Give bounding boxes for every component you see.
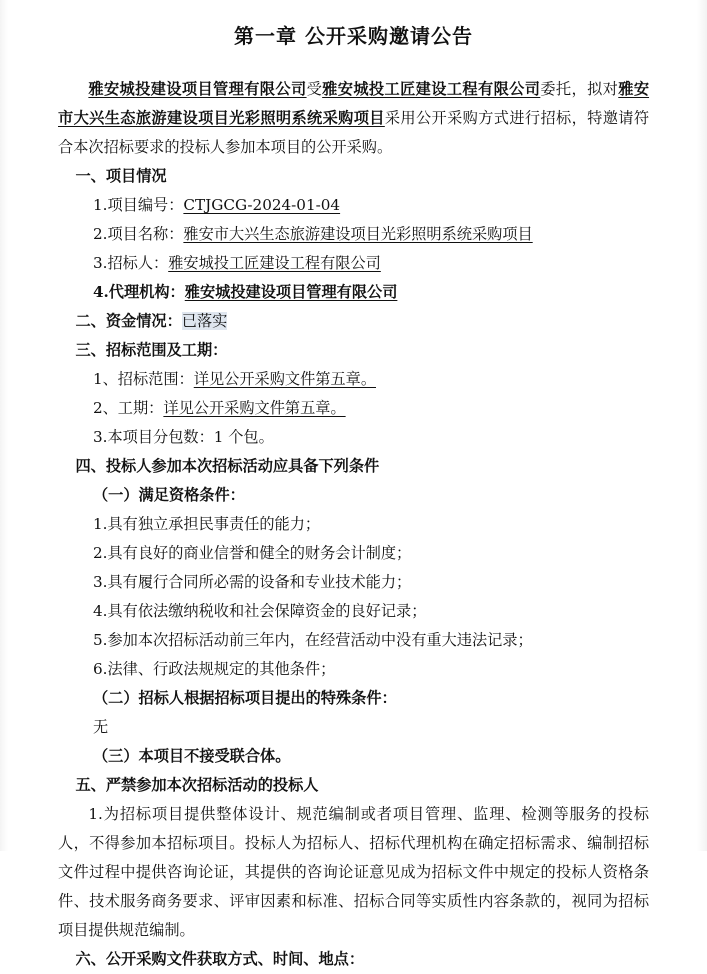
section-4-sub-2-heading: （二）招标人根据招标项目提出的特殊条件： <box>92 689 397 707</box>
section-1-item-2-label: 3.招标人： <box>92 254 169 272</box>
intro-client-name: 雅安城投工匠建设工程有限公司 <box>322 80 541 98</box>
section-1-item-3 <box>58 278 649 307</box>
section-3-item-0 <box>58 365 649 394</box>
section-5-paragraph: 1.为招标项目提供整体设计、规范编制或者项目管理、监理、检测等服务的投标人，不得参加本招标项目。投标人为招标人、招标代理机构在确定招标需求、编制招标文件过程中提供咨询论证，其提供的咨询论证意见成为招标文件中规定的投标人资格条件、技术服务商务要求、评审因素和标准、招标合同等实质性内容条款的，视同为招标项目提供规范编制。 <box>58 805 649 939</box>
intro-text-weituo: 委托， <box>540 80 588 98</box>
section-1-item-0-value: CTJGCG-2024-01-04 <box>183 196 341 214</box>
section-3-item-1 <box>58 394 649 423</box>
section-1-item-2-value: 雅安城投工匠建设工程有限公司 <box>168 254 381 272</box>
section-3-item-2: 3.本项目分包数：1 个包。 <box>92 428 274 446</box>
section-4-sub-3-heading: （三）本项目不接受联合体。 <box>92 747 291 765</box>
document-body <box>58 75 649 974</box>
section-3-item-1-value: 详见公开采购文件第五章。 <box>163 399 346 417</box>
section-2 <box>58 307 649 336</box>
section-4-sub-1-item-5: 6.法律、行政法规规定的其他条件； <box>92 660 336 678</box>
section-4-sub-2-value: 无 <box>92 718 109 736</box>
page-title: 第一章 公开采购邀请公告 <box>234 24 473 48</box>
section-4-sub-1-heading: （一）满足资格条件： <box>92 486 245 504</box>
section-3-item-0-value: 详见公开采购文件第五章。 <box>193 370 376 388</box>
intro-project-name: 雅安市大兴生态旅游建设项目光彩照明系统采购项目 <box>58 80 650 127</box>
section-1-item-3-value: 雅安城投建设项目管理有限公司 <box>184 283 398 301</box>
intro-agency-name: 雅安城投建设项目管理有限公司 <box>88 80 307 98</box>
section-3-heading: 三、招标范围及工期： <box>75 341 228 359</box>
section-1-heading: 一、项目情况 <box>75 167 167 185</box>
section-3-item-0-label: 1、招标范围： <box>92 370 194 388</box>
section-1-item-1-label: 2.项目名称： <box>92 225 184 243</box>
intro-paragraph <box>58 75 649 162</box>
section-4-sub-1-item-1: 2.具有良好的商业信誉和健全的财务会计制度； <box>92 544 412 562</box>
section-4-sub-1-item-0: 1.具有独立承担民事责任的能力； <box>92 515 321 533</box>
section-4-sub-1-item-2: 3.具有履行合同所必需的设备和专业技术能力； <box>92 573 412 591</box>
section-1-item-1 <box>58 220 649 249</box>
section-1-item-1-value: 雅安市大兴生态旅游建设项目光彩照明系统采购项目 <box>183 225 533 243</box>
section-1-item-2 <box>58 249 649 278</box>
section-3-item-1-label: 2、工期： <box>92 399 164 417</box>
intro-text-shou: 受 <box>306 80 323 98</box>
section-5-heading: 五、严禁参加本次招标活动的投标人 <box>75 776 319 794</box>
section-2-heading: 二、资金情况： <box>75 312 182 330</box>
section-6-heading: 六、公开采购文件获取方式、时间、地点： <box>75 950 365 968</box>
intro-text-closing: 行招标，特邀请符合本次招标要求的投标人参加本项目的公开采购。 <box>58 109 649 156</box>
section-4-sub-1-item-4: 5.参加本次招标活动前三年内，在经营活动中没有重大违法记录； <box>92 631 533 649</box>
section-2-value: 已落实 <box>181 312 228 330</box>
intro-text-nidui: 拟对 <box>587 80 619 98</box>
section-1-item-3-label: 4.代理机构： <box>92 283 185 301</box>
section-4-sub-1-item-3: 4.具有依法缴纳税收和社会保障资金的良好记录； <box>92 602 427 620</box>
section-1-item-0 <box>58 191 649 220</box>
section-1-item-0-label: 1.项目编号： <box>92 196 184 214</box>
intro-text-method: 采用公开采购方式进 <box>384 109 525 127</box>
section-4-heading: 四、投标人参加本次招标活动应具备下列条件 <box>75 457 380 475</box>
